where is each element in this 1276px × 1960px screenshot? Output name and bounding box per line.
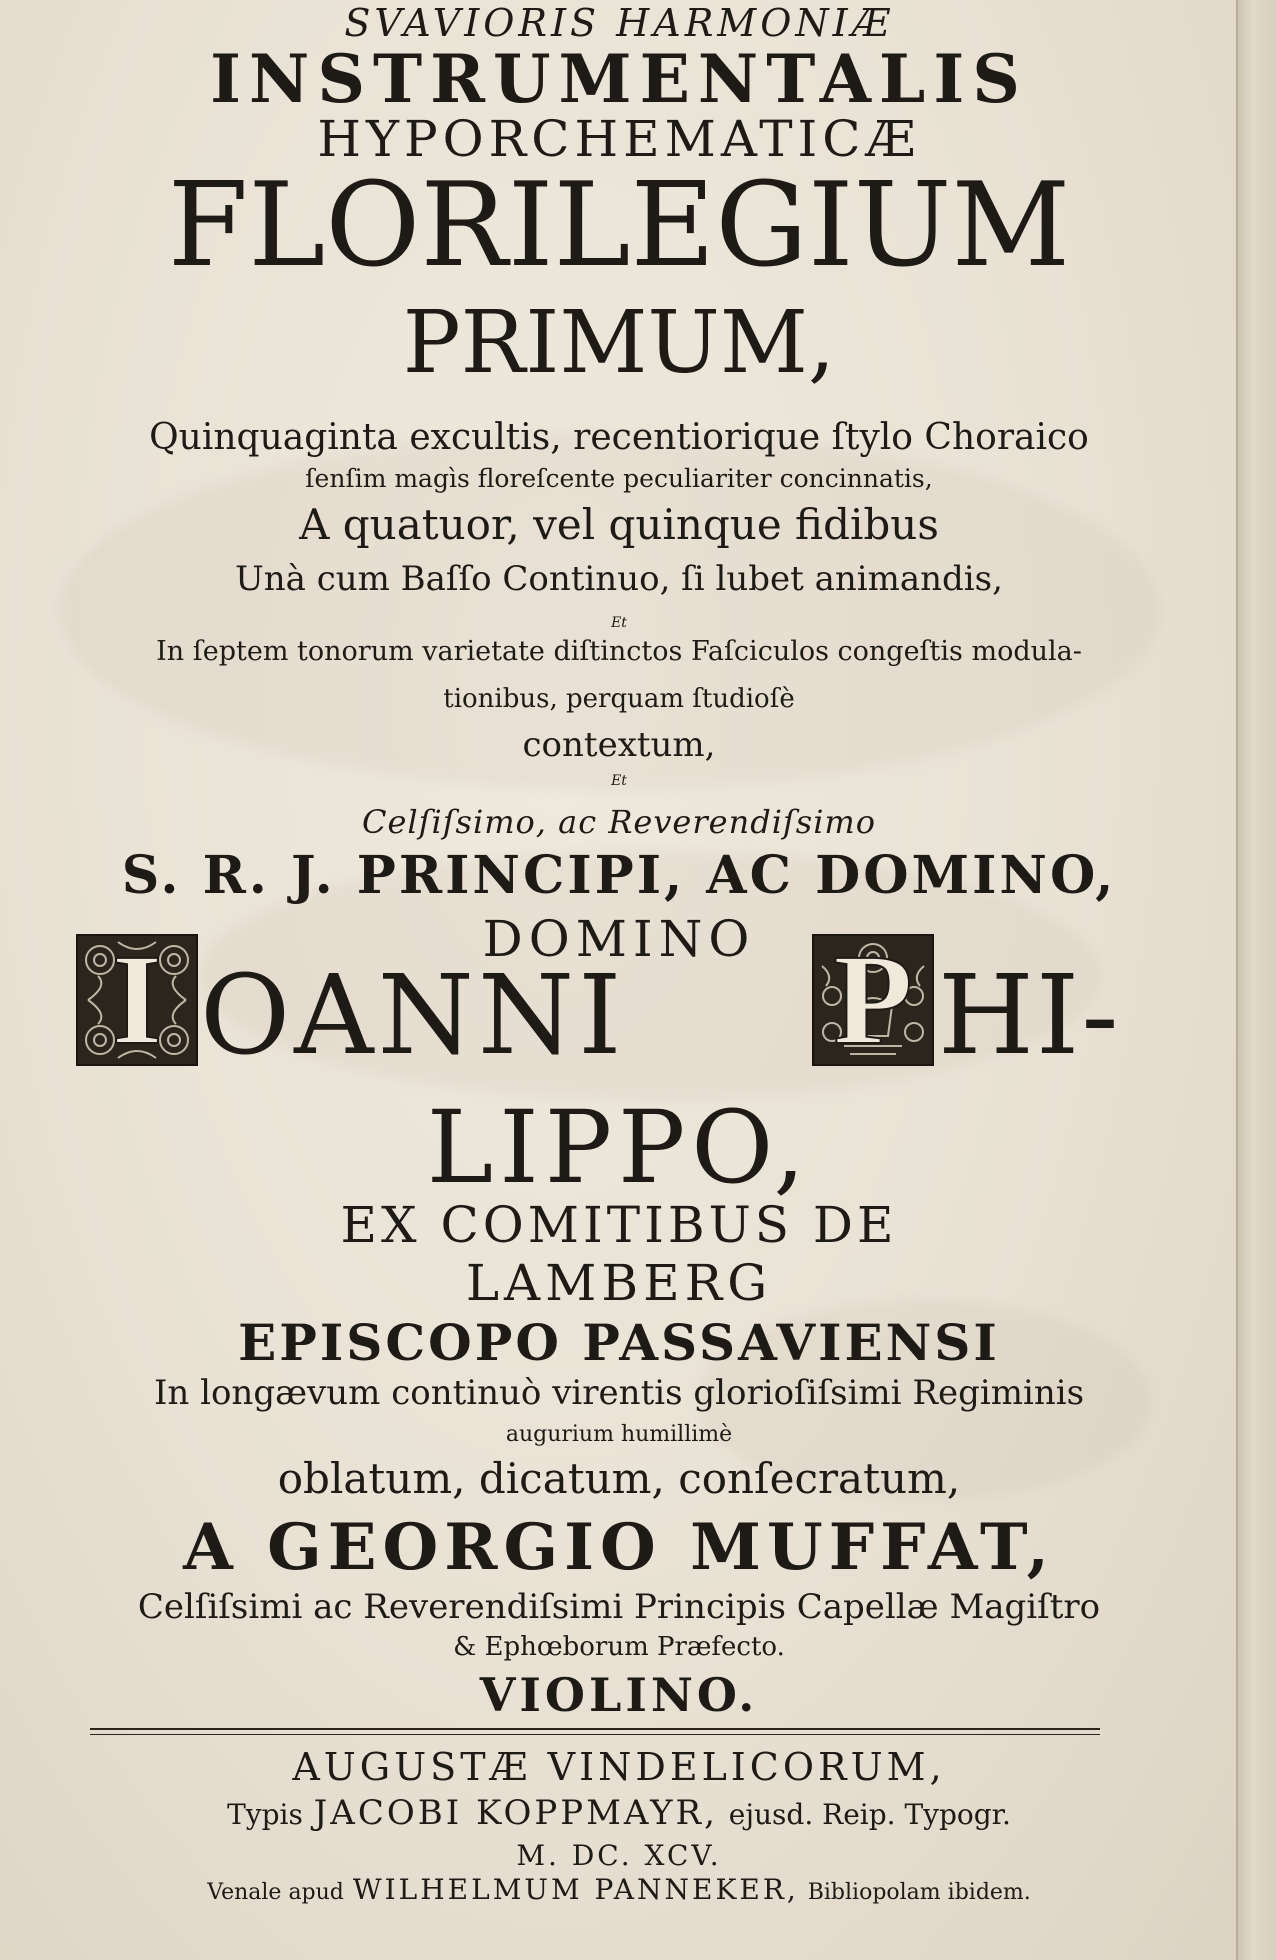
dedication-title: S. R. J. PRINCIPI, AC DOMINO, bbox=[121, 845, 1117, 906]
imprint-seller-name: WILHELMUM PANNEKER, bbox=[352, 1873, 799, 1906]
subtitle-line-3: A quatuor, vel quinque fidibus bbox=[299, 500, 939, 549]
imprint-printer bbox=[0, 1793, 1238, 1833]
part-name: VIOLINO. bbox=[479, 1668, 759, 1722]
author-title-1: Celſiſsimi ac Reverendiſsimi Principis Capellæ Magiſtro bbox=[137, 1587, 1101, 1627]
subtitle-line-4: Unà cum Baſſo Continuo, ſi lubet animandis, bbox=[235, 559, 1003, 599]
imprint-printer-suffix: ejusd. Reip. Typogr. bbox=[728, 1798, 1011, 1831]
imprint-year: M. DC. XCV. bbox=[516, 1839, 722, 1872]
imprint-seller-suffix: Bibliopolam ibidem. bbox=[807, 1880, 1031, 1905]
imprint-rule-thin bbox=[90, 1734, 1100, 1735]
imprint-printer-name: JACOBI KOPPMAYR, bbox=[313, 1793, 718, 1833]
dedicatee-house: LAMBERG bbox=[465, 1254, 773, 1312]
initial-letter-i: I bbox=[111, 934, 163, 1066]
decorated-initial-p bbox=[812, 934, 934, 1066]
imprint-seller bbox=[0, 1873, 1238, 1906]
title-line-1: SVAVIORIS HARMONIÆ bbox=[344, 1, 894, 45]
dedicatee-name-part-3: LIPPO, bbox=[426, 1089, 812, 1206]
subtitle-line-5: In ſeptem tonorum varietate diſtinctos Faſciculos congeſtis modula- bbox=[156, 636, 1082, 667]
dedication-text-3: oblatum, dicatum, conſecratum, bbox=[277, 1454, 961, 1503]
imprint-printer-prefix: Typis bbox=[227, 1798, 303, 1831]
imprint-rule bbox=[90, 1728, 1100, 1730]
imprint-place: AUGUSTÆ VINDELICORUM, bbox=[292, 1745, 946, 1789]
subtitle-line-2: ſenſim magìs floreſcente peculiariter concinnatis, bbox=[305, 464, 933, 493]
book-page-edge bbox=[1236, 0, 1276, 1960]
author-title-2: & Ephœborum Præfecto. bbox=[453, 1632, 785, 1662]
dedicatee-family: EX COMITIBUS DE bbox=[340, 1196, 898, 1254]
title-line-3: HYPORCHEMATICÆ bbox=[317, 110, 921, 168]
subtitle-line-7: contextum, bbox=[522, 725, 716, 765]
title-main: FLORILEGIUM bbox=[167, 158, 1071, 293]
dedication-text-1: In longævum continuò virentis glorioſiſsimi Regiminis bbox=[153, 1373, 1085, 1413]
dedication-domino: DOMINO bbox=[482, 910, 756, 968]
dedicatee-name-part-2: HI- bbox=[938, 951, 1121, 1079]
subtitle-line-1: Quinquaginta excultis, recentiorique ſtylo Choraico bbox=[149, 417, 1089, 458]
decorated-initial-i bbox=[76, 934, 198, 1066]
dedication-text-2: augurium humillimè bbox=[505, 1422, 733, 1447]
dedication-honorific: Celſiſsimo, ac Reverendiſsimo bbox=[361, 803, 877, 841]
title-primum: PRIMUM, bbox=[402, 293, 836, 393]
et-connector-2: Et bbox=[611, 773, 627, 789]
dedicatee-name-part-1: OANNI bbox=[200, 951, 626, 1079]
author-name: A GEORGIO MUFFAT, bbox=[183, 1510, 1055, 1585]
title-line-2: INSTRUMENTALIS bbox=[210, 40, 1028, 118]
imprint-seller-prefix: Venale apud bbox=[207, 1880, 344, 1905]
dedicatee-office: EPISCOPO PASSAVIENSI bbox=[238, 1313, 1000, 1372]
subtitle-line-6: tionibus, perquam ſtudioſè bbox=[443, 684, 795, 714]
initial-letter-p: P bbox=[833, 934, 913, 1066]
et-connector: Et bbox=[611, 615, 627, 631]
